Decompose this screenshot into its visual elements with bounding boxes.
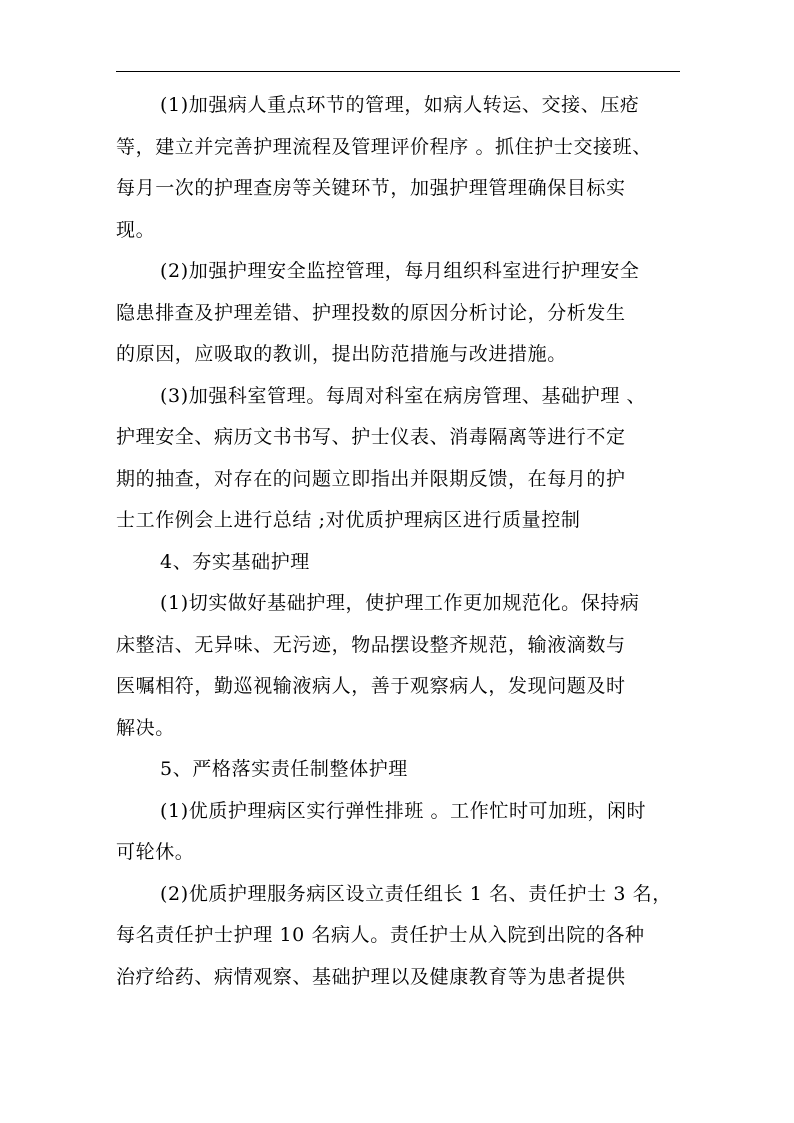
text-line: 期的抽查，对存在的问题立即指出并限期反馈，在每月的护 <box>116 467 626 490</box>
paragraph-1 <box>116 85 686 251</box>
text-line: 治疗给药、病情观察、基础护理以及健康教育等为患者提供 <box>116 965 626 988</box>
text-line: (3)加强科室管理。每周对科室在病房管理、基础护理 、 <box>160 384 647 407</box>
text-line: (2)加强护理安全监控管理，每月组织科室进行护理安全 <box>160 260 640 282</box>
text-line: 现。 <box>116 218 156 241</box>
section-heading-text: 5、严格落实责任制整体护理 <box>160 758 408 780</box>
text-line: 每月一次的护理查房等关键环节，加强护理管理确保目标实 <box>116 177 626 199</box>
text-line: (1)加强病人重点环节的管理，如病人转运、交接、压疮 <box>160 94 640 116</box>
header-rule <box>116 71 680 72</box>
text-line: 等，建立并完善护理流程及管理评价程序 。抓住护士交接班、 <box>116 135 652 158</box>
section-heading-4 <box>116 542 686 584</box>
section-heading-5 <box>116 749 686 791</box>
section-heading-text: 4、夯实基础护理 <box>160 550 310 573</box>
document-body <box>116 85 686 998</box>
text-line: (1)优质护理病区实行弹性排班 。工作忙时可加班，闲时 <box>160 799 647 822</box>
text-line: 士工作例会上进行总结 ;对优质护理病区进行质量控制 <box>116 509 581 531</box>
text-line: 可轮休。 <box>116 841 195 863</box>
text-line: 隐患排查及护理差错、护理投数的原因分析讨论，分析发生 <box>116 301 626 324</box>
text-line: (1)切实做好基础护理，使护理工作更加规范化。保持病 <box>160 592 640 614</box>
paragraph-2 <box>116 251 686 376</box>
paragraph-6 <box>116 874 686 999</box>
paragraph-4 <box>116 583 686 749</box>
paragraph-5 <box>116 791 686 874</box>
text-line: 的原因，应吸取的教训，提出防范措施与改进措施。 <box>116 343 567 365</box>
text-line: 护理安全、病历文书书写、护士仪表、消毒隔离等进行不定 <box>116 426 626 448</box>
paragraph-3 <box>116 376 686 542</box>
text-line: 医嘱相符，勤巡视输液病人，善于观察病人，发现问题及时 <box>116 675 626 697</box>
text-line: 解决。 <box>116 716 175 739</box>
text-line: 床整洁、无异味、无污迹，物品摆设整齐规范，输液滴数与 <box>116 633 626 656</box>
text-line: 每名责任护士护理 10 名病人。责任护士从入院到出院的各种 <box>116 924 645 946</box>
text-line: (2)优质护理服务病区设立责任组长 1 名、责任护士 3 名， <box>160 882 672 905</box>
